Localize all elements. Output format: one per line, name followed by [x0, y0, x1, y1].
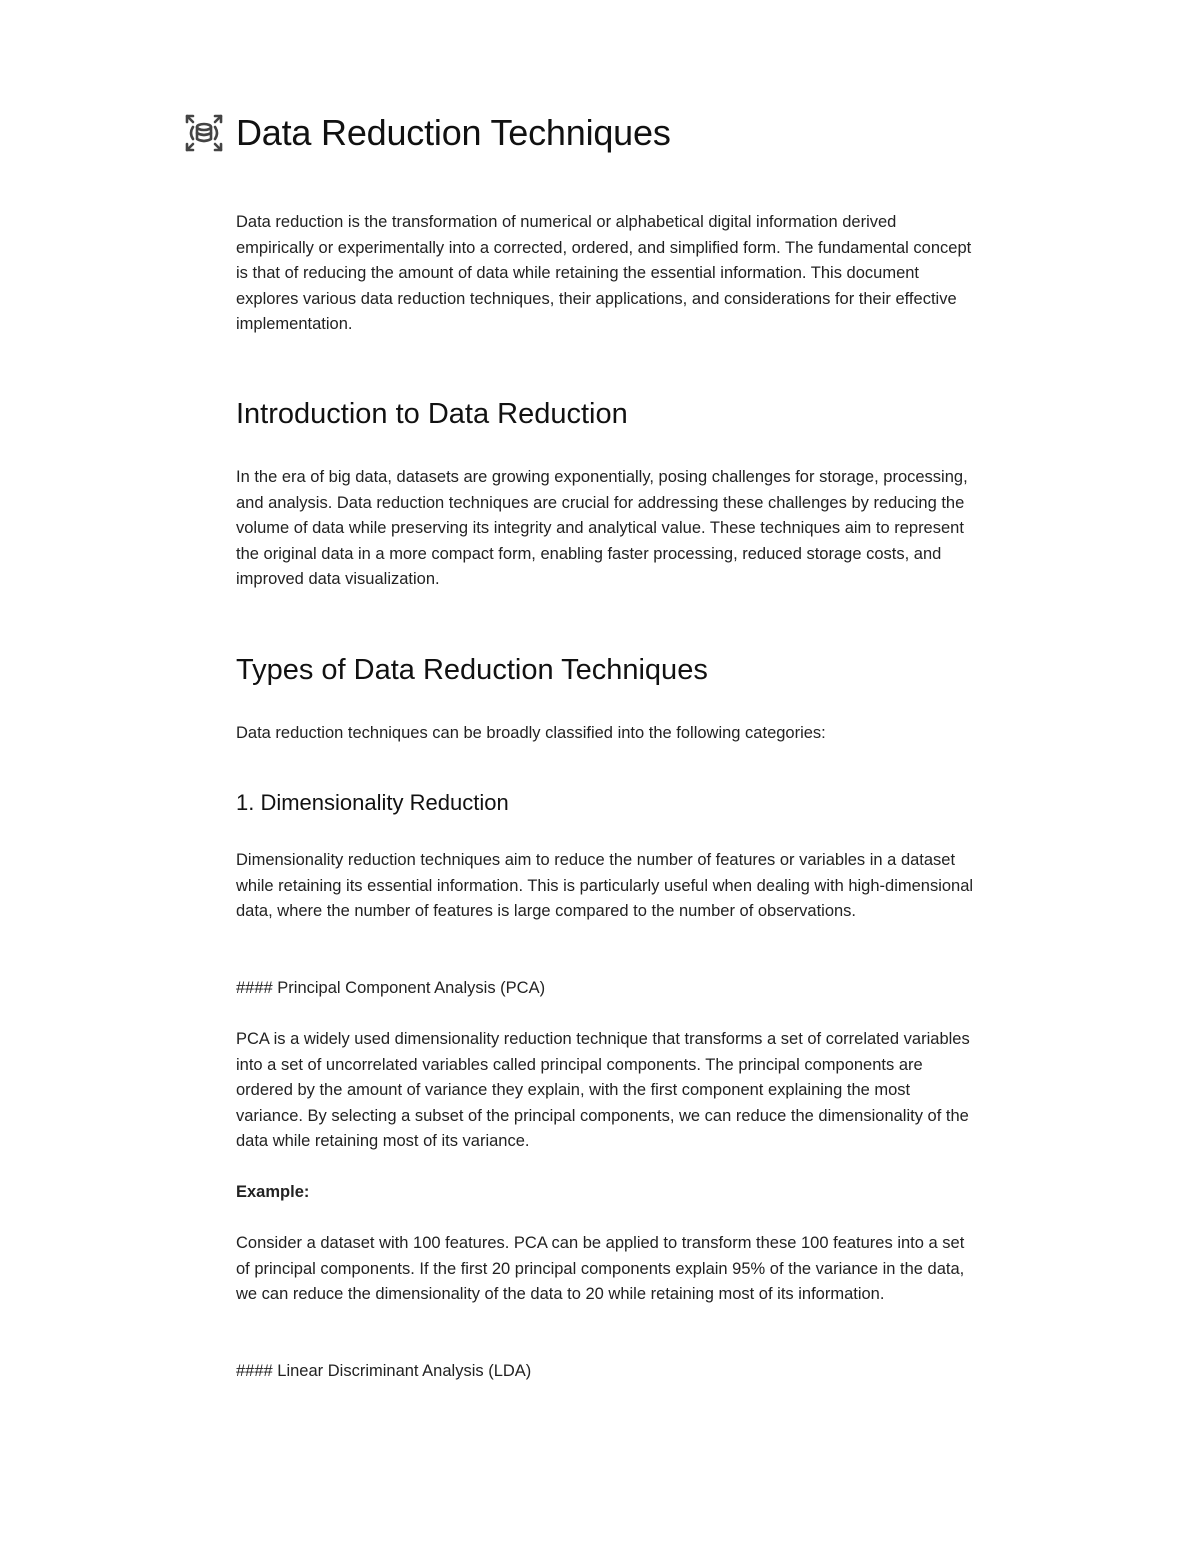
dimensionality-body	[236, 848, 976, 925]
subsection-heading-dimensionality: 1. Dimensionality Reduction	[236, 790, 509, 815]
intro-paragraph: Data reduction is the transformation of numerical or alphabetical digital information derived empirically or experimentally into a corrected, ordered, and simplified form. The fundamental concept is that of reducing the amount of data while retaining the essential information. This document explores various data reduction techniques, their applications, and considerations for their effective implementation.	[236, 213, 972, 334]
intro-block	[236, 210, 976, 338]
pca-paragraph: PCA is a widely used dimensionality reduction technique that transforms a set of correlated variables into a set of uncorrelated variables called principal components. The principal components are ordered by the amount of variance they explain, with the first component explaining the most variance. By selecting a subset of the principal components, we can reduce the dimensionality of the data while retaining most of its variance.	[236, 1030, 970, 1151]
example-body	[236, 1231, 976, 1308]
types-section	[236, 650, 976, 690]
introduction-body	[236, 465, 976, 593]
pca-body	[236, 1027, 976, 1155]
pca-heading: #### Principal Component Analysis (PCA)	[236, 979, 546, 997]
lda-heading: #### Linear Discriminant Analysis (LDA)	[236, 1362, 532, 1380]
introduction-paragraph: In the era of big data, datasets are growing exponentially, posing challenges for storage, processing, and analysis. Data reduction techniques are crucial for addressing these challenges by reducing the volume of data while preserving its integrity and analytical value. These techniques aim to represent the original data in a more compact form, enabling faster processing, reduced storage costs, and improved data visualization.	[236, 468, 968, 589]
lda-heading-block	[236, 1359, 976, 1385]
section-heading-introduction: Introduction to Data Reduction	[236, 398, 628, 430]
pca-heading-block	[236, 976, 976, 1002]
dimensionality-paragraph: Dimensionality reduction techniques aim to reduce the number of features or variables in a dataset while retaining its essential information. This is particularly useful when dealing with high-dimensional data, where the number of features is large compared to the number of observations.	[236, 851, 974, 921]
dimensionality-section	[236, 788, 976, 818]
page-title: Data Reduction Techniques	[236, 112, 671, 153]
introduction-section	[236, 394, 976, 434]
database-focus-icon	[184, 113, 224, 153]
example-label-block	[236, 1180, 976, 1206]
example-label: Example:	[236, 1183, 310, 1201]
section-heading-types: Types of Data Reduction Techniques	[236, 654, 708, 686]
types-body	[236, 721, 976, 747]
title-row	[184, 108, 671, 158]
example-paragraph: Consider a dataset with 100 features. PCA can be applied to transform these 100 features into a set of principal components. If the first 20 principal components explain 95% of the variance in the data, we can reduce the dimensionality of the data to 20 while retaining most of its information.	[236, 1234, 965, 1304]
types-paragraph: Data reduction techniques can be broadly classified into the following categories:	[236, 724, 826, 742]
